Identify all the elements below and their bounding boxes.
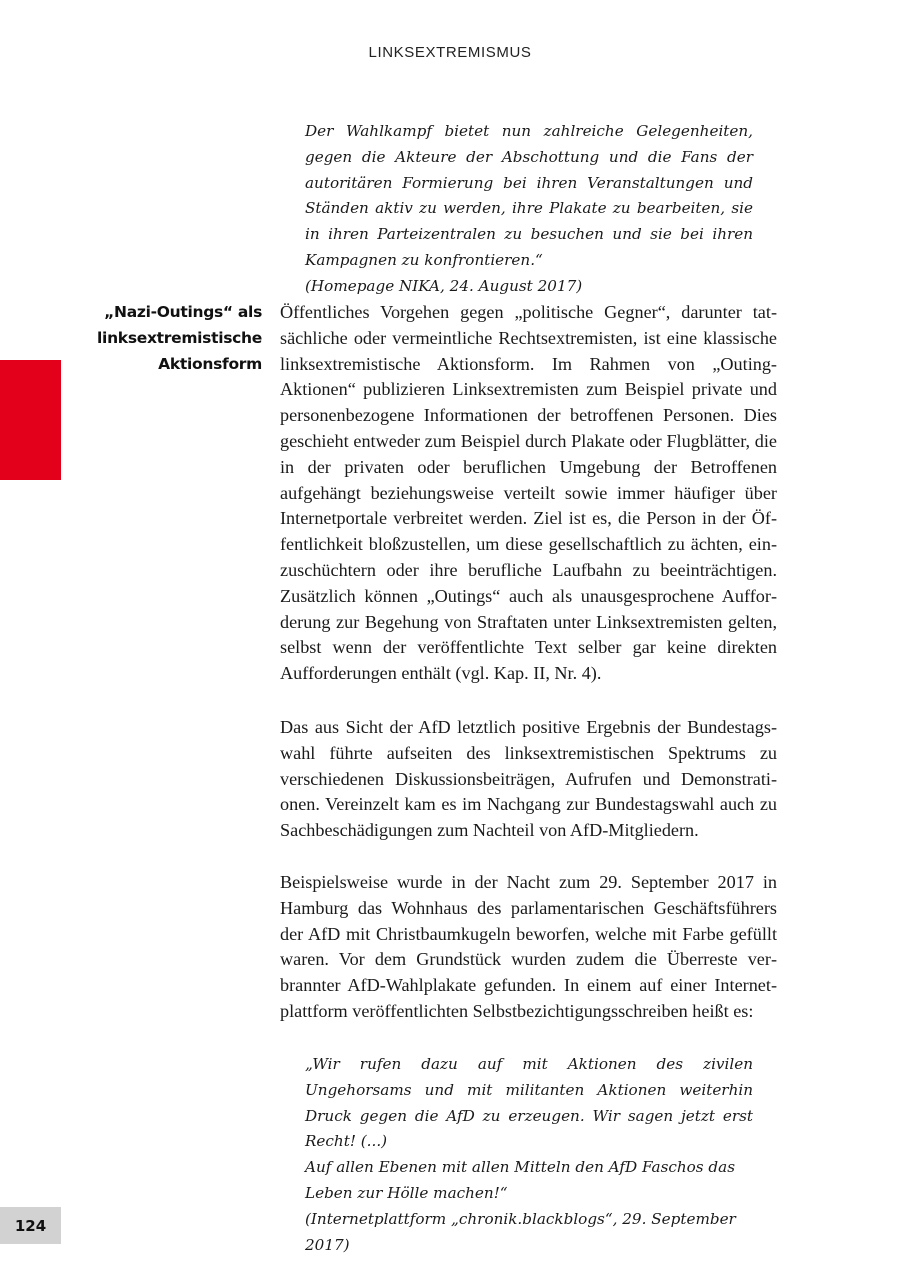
running-header-title: LINKSEXTREMISMUS (368, 44, 532, 61)
chapter-marker-tab (0, 360, 61, 480)
quote-source: (Internetplattform „chronik.blackblogs“, 29. September 2017) (305, 1209, 736, 1254)
body-paragraph-hamburg (280, 870, 777, 1025)
body-paragraph-election (280, 715, 777, 844)
body-paragraph-outings (280, 300, 777, 687)
quote-text-part1: „Wir rufen dazu auf mit Aktionen des zivilen Ungehorsams und mit militanten Aktionen weiterhin Druck gegen die AfD zu erzeugen. Wir sagen jetzt erst Recht! (...) (305, 1055, 753, 1151)
paragraph-text: Das aus Sicht der AfD letztlich positive Ergebnis der Bundestagswahl führte aufseiten des linksextremistischen Spektrums zu verschiedenen Diskussionsbeiträgen, Aufrufen und Demonstrationen. Vereinzelt kam es im Nachgang zur Bundestagswahl auch zu Sachbeschädigungen zum Nachteil von AfD-Mitgliedern. (280, 717, 777, 841)
page-number: 124 (0, 1207, 61, 1244)
block-quote-blackblogs (305, 1052, 753, 1258)
paragraph-text: Beispielsweise wurde in der Nacht zum 29. September 2017 in Hamburg das Wohnhaus des parlamentarischen Geschäftsführers der AfD mit Christbaumkugeln beworfen, welche mit Farbe gefüllt waren. Vor dem Grundstück wurden zudem die Überreste verbrannter AfD-Wahlplakate gefunden. In einem auf einer Internetplattform veröffentlichten Selbstbezichtigungsschreiben heißt es: (280, 872, 777, 1021)
quote-text: Der Wahlkampf bietet nun zahlreiche Gelegenheiten, gegen die Akteure der Abschottung und die Fans der autoritären Formierung bei ihren Veranstaltungen und Ständen aktiv zu werden, ihre Plakate zu bearbeiten, sie in ihren Parteizentralen zu besuchen und sie bei ihren Kampagnen zu konfrontieren.“ (305, 122, 753, 269)
quote-text-part2: Auf allen Ebenen mit allen Mitteln den AfD Faschos das Leben zur Hölle machen!“ (305, 1158, 735, 1202)
block-quote-nika (305, 119, 753, 300)
paragraph-text: Öffentliches Vorgehen gegen „politische Gegner“, darunter tatsächliche oder vermeintliche Rechtsextremisten, ist eine klassische linksextremistische Aktionsform. Im Rahmen von „Outing-Aktionen“ publizieren Linksextremisten zum Beispiel private und personenbezogene Informationen der betroffenen Personen. Dies geschieht entweder zum Beispiel durch Plakate oder Flugblätter, die in der privaten oder beruflichen Umgebung der Betroffenen aufgehängt beziehungsweise verteilt sowie immer häufiger über Internetportale verbreitet werden. Ziel ist es, die Person in der Öffentlichkeit bloßzustellen, um diese gesellschaftlich zu ächten, einzuschüchtern oder ihre berufliche Laufbahn zu beeinträchtigen. Zusätzlich können „Outings“ auch als unausgesprochene Aufforderung zur Begehung von Straftaten unter Linksextremisten gelten, selbst wenn der veröffentlichte Text selber gar keine direkten Aufforderungen enthält (vgl. Kap. II, Nr. 4). (280, 302, 777, 684)
margin-heading: „Nazi-Outings“ als linksextremistische Aktionsform (97, 303, 262, 373)
quote-source: (Homepage NIKA, 24. August 2017) (305, 276, 583, 295)
